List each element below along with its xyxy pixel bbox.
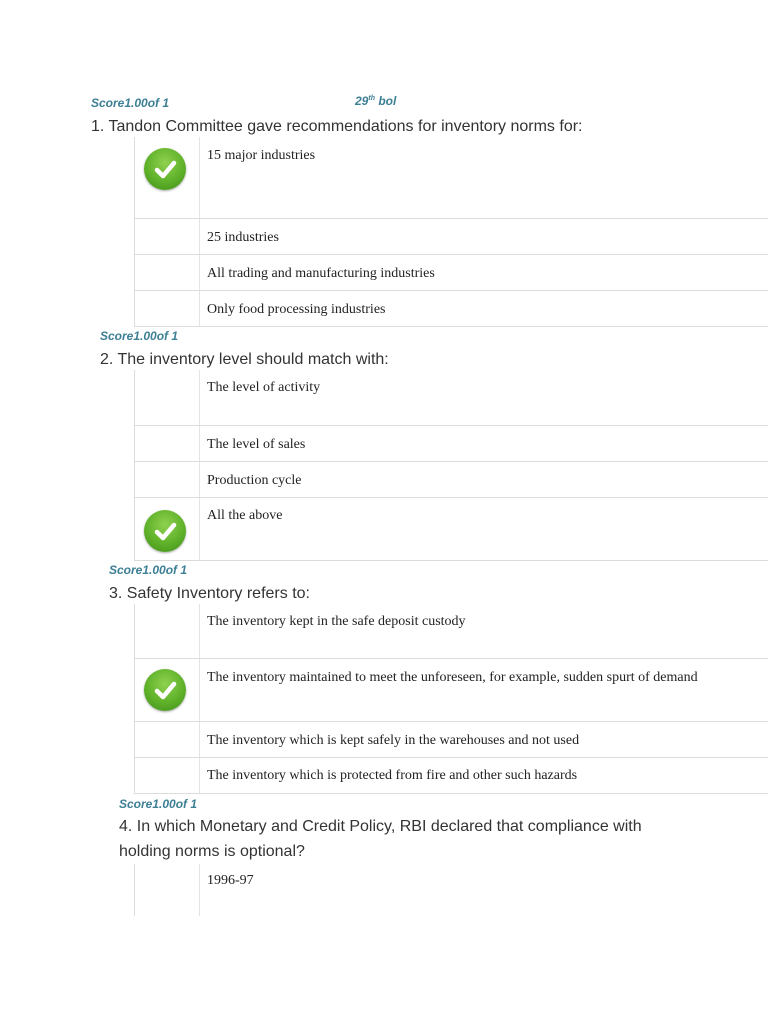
option-row[interactable]: [135, 758, 768, 794]
option-row[interactable]: [135, 137, 768, 219]
option-row[interactable]: [135, 255, 768, 291]
option-text: All the above: [207, 508, 283, 523]
option-text: 1996-97: [207, 873, 254, 888]
option-row[interactable]: [135, 462, 768, 498]
check-circle-icon: [144, 669, 186, 711]
question-4-line-1: 4. In which Monetary and Credit Policy, RBI declared that compliance with: [119, 818, 642, 835]
question-1-text: 1. Tandon Committee gave recommendations for inventory norms for:: [91, 118, 583, 135]
option-row[interactable]: [135, 498, 768, 561]
option-row[interactable]: [135, 291, 768, 327]
score-label: Score1.00of 1: [109, 563, 188, 577]
option-row[interactable]: [135, 426, 768, 462]
score-label: Score1.00of 1: [91, 96, 170, 110]
option-text: All trading and manufacturing industries: [207, 266, 435, 281]
option-row[interactable]: [135, 370, 768, 426]
option-row[interactable]: [135, 659, 768, 722]
option-text: The level of sales: [207, 437, 306, 452]
option-text: Only food processing industries: [207, 302, 386, 317]
option-row[interactable]: [135, 864, 768, 916]
option-text: 25 industries: [207, 230, 279, 245]
option-text: The inventory kept in the safe deposit custody: [207, 614, 466, 629]
option-text: The inventory which is protected from fire and other such hazards: [207, 768, 578, 783]
option-text: 15 major industries: [207, 148, 316, 163]
option-row[interactable]: [135, 604, 768, 659]
option-text: The inventory maintained to meet the unforeseen, for example, sudden spurt of demand: [207, 670, 698, 685]
question-2-options: [134, 370, 768, 561]
question-4-text: [119, 814, 642, 864]
question-2-text: 2. The inventory level should match with:: [100, 351, 389, 368]
check-circle-icon: [144, 148, 186, 190]
option-text: Production cycle: [207, 473, 302, 488]
score-label: Score1.00of 1: [100, 329, 179, 343]
question-1-options: [134, 137, 768, 327]
question-3-options: [134, 604, 768, 794]
page-note: 29th bol: [355, 94, 397, 108]
option-row[interactable]: [135, 219, 768, 255]
question-4-options: [134, 864, 768, 916]
question-3-text: 3. Safety Inventory refers to:: [109, 585, 310, 602]
option-row[interactable]: [135, 722, 768, 758]
question-4-line-2: holding norms is optional?: [119, 843, 305, 860]
option-text: The inventory which is kept safely in the warehouses and not used: [207, 733, 580, 748]
option-text: The level of activity: [207, 380, 321, 395]
check-circle-icon: [144, 510, 186, 552]
score-label: Score1.00of 1: [119, 797, 198, 811]
